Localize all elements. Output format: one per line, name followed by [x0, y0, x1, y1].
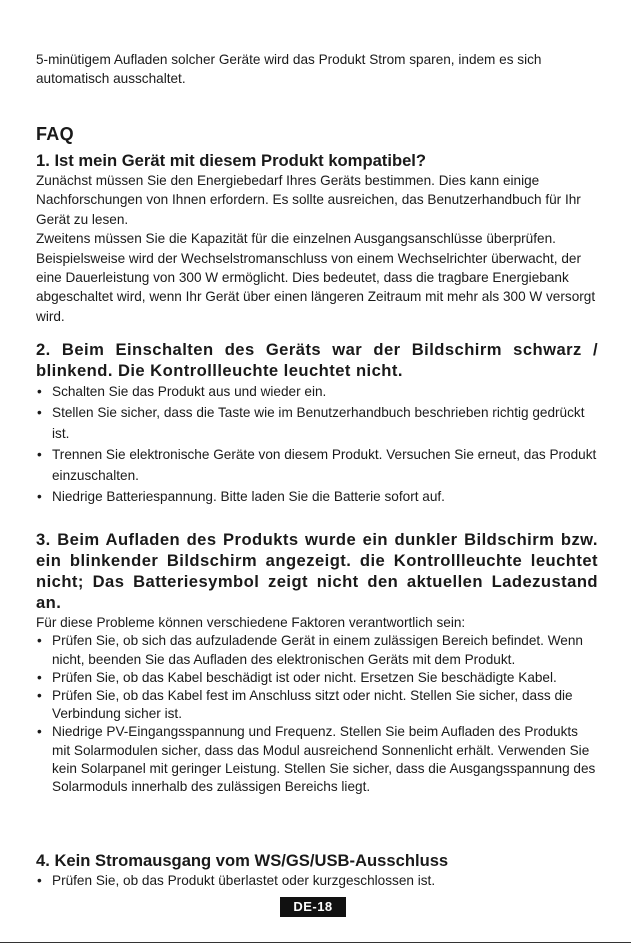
- bottom-divider: [0, 942, 631, 943]
- faq-heading: FAQ: [36, 124, 74, 144]
- list-item: • Trennen Sie elektronische Geräte von diesem Produkt. Versuchen Sie erneut, das Produkt einzuschalten.: [36, 444, 598, 486]
- faq-question-4: 4. Kein Stromausgang vom WS/GS/USB-Ausschluss: [36, 851, 449, 870]
- faq-question-1: 1. Ist mein Gerät mit diesem Produkt kompatibel?: [36, 151, 427, 170]
- faq-answer-2-list: [36, 381, 598, 507]
- list-item: • Stellen Sie sicher, dass die Taste wie im Benutzerhandbuch beschrieben richtig gedrückt ist.: [36, 402, 598, 444]
- faq-answer-3-list: [36, 632, 598, 796]
- list-item: • Prüfen Sie, ob das Kabel fest im Anschluss sitzt oder nicht. Stellen Sie sicher, dass die Verbindung sicher ist.: [36, 687, 598, 723]
- faq-section-black-screen: [36, 339, 598, 507]
- faq-section-no-output: [36, 850, 598, 890]
- list-item: • Niedrige Batteriespannung. Bitte laden Sie die Batterie sofort auf.: [36, 486, 598, 507]
- faq-question-2: 2. Beim Einschalten des Geräts war der Bildschirm schwarz / blinkend. Die Kontrollleuchte leuchtet nicht.: [36, 340, 598, 380]
- faq-answer-3-intro: Für diese Probleme können verschiedene Faktoren verantwortlich sein:: [36, 615, 466, 630]
- list-item: • Prüfen Sie, ob das Kabel beschädigt ist oder nicht. Ersetzen Sie beschädigte Kabel.: [36, 669, 598, 687]
- list-item: • Schalten Sie das Produkt aus und wieder ein.: [36, 381, 598, 402]
- faq-section-charging-display: [36, 529, 598, 796]
- intro-paragraph: 5-minütigem Aufladen solcher Geräte wird das Produkt Strom sparen, indem es sich automatisch ausschaltet.: [36, 52, 542, 86]
- faq-section-compatibility: [36, 150, 598, 326]
- page-number-badge: DE-18: [280, 897, 346, 917]
- list-item: • Prüfen Sie, ob sich das aufzuladende Gerät in einem zulässigen Bereich befindet. Wenn nicht, beenden Sie das Aufladen des elektronischen Geräts mit dem Produkt.: [36, 632, 598, 668]
- faq-question-3: 3. Beim Aufladen des Produkts wurde ein dunkler Bildschirm bzw. ein blinkender Bildschirm angezeigt. die Kontrollleuchte leuchtet nicht; Das Batteriesymbol zeigt nicht den aktuellen Ladezustand an.: [36, 530, 598, 612]
- list-item: • Prüfen Sie, ob das Produkt überlastet oder kurzgeschlossen ist.: [36, 871, 598, 890]
- faq-answer-1-paragraph-1: Zunächst müssen Sie den Energiebedarf Ihres Geräts bestimmen. Dies kann einige Nachforschungen von Ihnen erfordern. Es sollte ausreichen, das Benutzerhandbuch für Ihr Gerät zu lesen.: [36, 173, 581, 227]
- list-item: • Niedrige PV-Eingangsspannung und Frequenz. Stellen Sie beim Aufladen des Produkts mit Solarmodulen sicher, dass das Modul ausreichend Sonnenlicht erhält. Verwenden Sie kein Solarpanel mit geringer Leistung. Stellen Sie sicher, dass die Ausgangsspannung des Solarmoduls innerhalb des zulässigen Bereichs liegt.: [36, 723, 598, 796]
- faq-answer-4-list: [36, 871, 598, 890]
- faq-answer-1-paragraph-2: Zweitens müssen Sie die Kapazität für die einzelnen Ausgangsanschlüsse überprüfen. Beispielsweise wird der Wechselstromanschluss von einem Wechselrichter überwacht, der eine Dauerleistung von 300 W ermöglicht. Dies bedeutet, dass die tragbare Energiebank abgeschaltet wird, wenn Ihr Gerät über einen längeren Zeitraum mit mehr als 300 W versorgt wird.: [36, 231, 596, 324]
